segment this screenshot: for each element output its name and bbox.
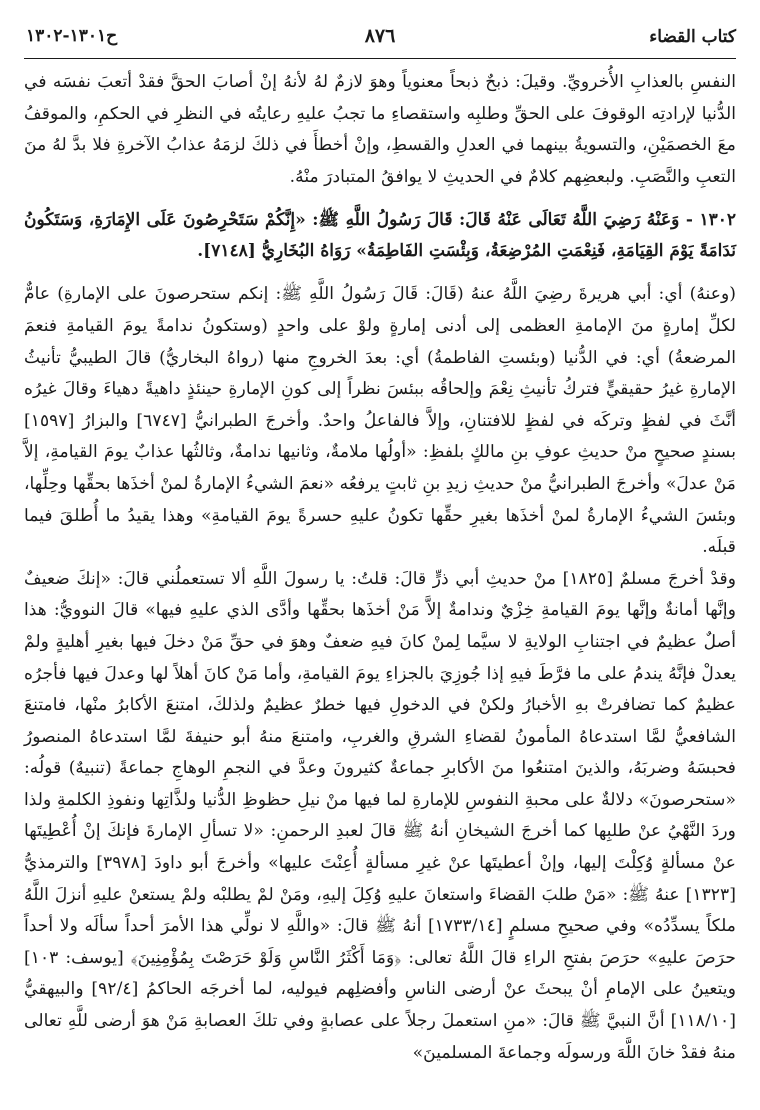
commentary-paragraph: (وعنهُ) أي: أبي هريرةَ رضِيَ اللَّهُ عنهُ (قَالَ: قَالَ رَسُولُ اللَّهِ ﷺ: إنكم ستحرصونَ على الإمارةِ) عامٌّ لكلِّ إمارةٍ منَ الإمامةِ العظمى إلى أدنى إمارةٍ ولوْ على واحدٍ (وستكونُ ندامةً يومَ القيامةِ فنعمَ المرضعةُ) أي: في الدُّنيا (وبئستِ الفاطمةُ) أي: بعدَ الخروجِ منها (رواهُ البخاريُّ) قالَ الطيبيُّ تأنيثُ الإمارةِ غيرُ حقيقيٍّ فتركُ تأنيثِ نِعْمَ وإلحاقُه ببئسَ نظراً إلى كونِ الإمارةِ حينئذٍ داهيةً دهياءَ وقالَ غيرُه أنَّثَ في لفظٍ وتركَه في لفظٍ للافتنانِ، وإلاَّ فالفاعلُ واحدٌ. وأخرجَ الطبرانيُّ [٦٧٤٧] والبزارُ [١٥٩٧] بسندٍ صحيحٍ منْ حديثِ عوفِ بنِ مالكٍ بلفظِ: «أولُها ملامةٌ، وثانيها ندامةٌ، وثالثُها عذابٌ يومَ القيامةِ، إلاَّ مَنْ عدلَ» وأخرجَ الطبرانيُّ منْ حديثِ زيدِ بنِ ثابتٍ يرفعُه «نعمَ الشيءُ الإمارةُ لمنْ أخذَها بحقِّها وحِلِّها، وبئسَ الشيءُ الإمارةُ لمنْ أخذَها بغيرِ حقِّها تكونُ عليهِ حسرةً يومَ القيامةِ» وهذا يقيدُ ما أُطلقَ فيما قبلَه. xyxy=(24,284,736,558)
page-number: ٨٧٦ xyxy=(364,25,396,47)
intro-paragraph: النفسِ بالعذابِ الأُخرويِّ. وقيلَ: ذبحٌ ذبحاً معنوياً وهوَ لازمٌ لهُ لأنهُ إنْ أصابَ الحقَّ فقدْ أتعبَ نفسَه في الدُّنيا لإرادتِه الوقوفَ على الحقِّ وطلبِه واستقصاءِ ما تجبُ عليهِ رعايتُه في النظرِ في الحكمِ، والموقفُ معَ الخصمَيْنِ، والتسويةُ بينهما في العدلِ والقسطِ، وإنْ أخطأَ في ذلكَ لزمَهُ عذابُ الآخرةِ فلا بدَّ لهُ منَ التعبِ والنَّصَبِ. ولبعضِهم كلامٌ في الحديثِ لا يوافقُ المتبادرَ منْهُ. xyxy=(24,72,736,187)
hadith-text: ١٣٠٢ - وَعَنْهُ رَضِيَ اللَّهُ تَعَالَى عَنْهُ قَالَ: قَالَ رَسُولُ اللَّهِ ﷺ: «إِنَّكُمْ سَتَحْرِصُونَ عَلَى الإِمَارَةِ، وَسَتَكُونُ نَدَامَةً يَوْمَ القِيَامَةِ، فَنِعْمَتِ المُرْضِعَةُ، وَبِئْسَتِ الفَاطِمَةُ» رَوَاهُ البُخَارِيُّ [٧١٤٨]. xyxy=(24,210,736,262)
page-header xyxy=(24,0,736,59)
page-body xyxy=(24,59,736,1069)
book-title: كتاب القضاء xyxy=(649,27,736,47)
commentary-paragraph-2: وقدْ أخرجَ مسلمٌ [١٨٢٥] منْ حديثِ أبي ذرٍّ قالَ: قلتُ: يا رسولَ اللَّهِ ألا تستعملُني قالَ: «إنكَ ضعيفٌ وإنَّها أمانةٌ وإنَّها يومَ القيامةِ خِزْيٌ وندامةٌ إلاَّ مَنْ أخذَها بحقِّها وأدَّى الذي عليهِ فيها» قالَ النوويُّ: هذا أصلٌ عظيمٌ في اجتنابِ الولايةِ لا سيَّما لِمنْ كانَ فيهِ ضعفٌ وهوَ في حقِّ مَنْ دخلَ فيها بغيرِ أهليةٍ ولمْ يعدلْ فإنَّهُ يندمُ على ما فرَّطَ فيهِ إذا جُوزِيَ بالجزاءِ يومَ القيامةِ، وأما مَنْ كانَ أهلاً لها وعدلَ فيها فأجرُه عظيمٌ كما تضافرتْ بهِ الأخبارُ ولكنْ في الدخولِ فيها خطرٌ عظيمٌ ولذلكَ، امتنعَ الأكابرُ منْها، فامتنعَ الشافعيُّ لمَّا استدعاهُ المأمونُ لقضاءِ الشرقِ والغربِ، وامتنعَ منهُ أبو حنيفةَ لمَّا استدعاهُ المنصورُ فحبسَهُ وضربَهُ، والذينَ امتنعُوا منَ الأكابرِ جماعةٌ كثيرونَ وعدَّ في النجمِ الوهاجِ جماعةً (تنبيهٌ) قولُه: «ستحرصونَ» دلالةٌ على محبةِ النفوسِ للإمارةِ لما فيها منْ نيلِ حظوظِ الدُّنيا ولذَّاتِها ونفوذِ الكلمةِ ولذا وردَ النَّهْيُ عنْ طلبِها كما أخرجَ الشيخانِ أنهُ ﷺ قالَ لعبدِ الرحمنِ: «لا تسألِ الإمارةَ فإنكَ إنْ أُعْطِيتَها عنْ مسألةٍ وُكِلْتَ إليها، وإنْ أعطيتَها عنْ غيرِ مسألةٍ أُعِنْتَ عليها» وأخرجَ أبو داودَ [٣٩٧٨] والترمذيُّ [١٣٢٣] عنهُ ﷺ: «مَنْ طلبَ القضاءَ واستعانَ عليهِ وُكِلَ إليهِ، ومَنْ لمْ يطلبْه ولمْ يستعنْ عليهِ أنزلَ اللَّهُ ملكاً يسدِّدُه» وفي صحيحِ مسلمٍ [١٧٣٣/١٤] أنهُ ﷺ قالَ: «واللَّهِ لا نولِّي هذا الأمرَ أحداً سألَه ولا أحداً حرَصَ عليهِ» حرَصَ بفتحِ الراءِ قالَ اللَّهُ تعالى: ﴿وَمَا أَكْثَرُ النَّاسِ وَلَوْ حَرَصْتَ بِمُؤْمِنِينَ﴾ [يوسف: ١٠٣] ويتعينُ على الإمامِ أنْ يبحثَ عنْ أرضى الناسِ وأفضلِهم فيوليه، لما أخرجَه الحاكمُ [٩٢/٤] والبيهقيُّ [١١٨/١٠] أنَّ النبيَّ ﷺ قالَ: «منِ استعملَ رجلاً على عصابةٍ وفي تلكَ العصابةِ مَنْ هوَ أرضى للَّهِ تعالى منهُ فقدْ خانَ اللَّهَ ورسولَه وجماعةَ المسلمينَ» xyxy=(24,568,737,1063)
hijri-years: ح١٣٠١-١٣٠٢ xyxy=(26,26,118,46)
